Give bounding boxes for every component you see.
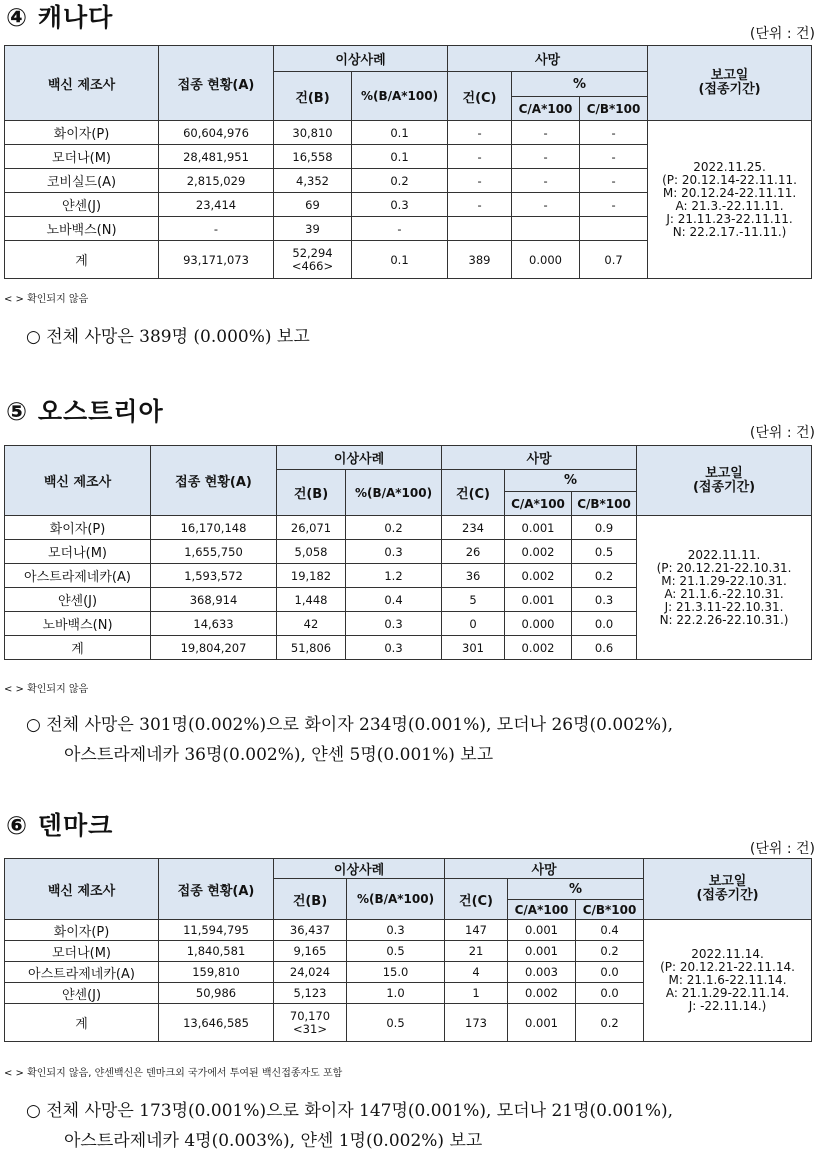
row-doses: 159,810 xyxy=(159,962,274,983)
header-adverse-events: 이상사례 xyxy=(274,46,448,72)
row-cb: - xyxy=(580,121,648,145)
total-deaths: 301 xyxy=(442,636,505,660)
row-maker: 얀센(J) xyxy=(5,983,159,1004)
total-ae-unconfirmed: <31> xyxy=(293,1021,327,1036)
row-cb: 0.4 xyxy=(576,920,644,941)
row-doses: 16,170,148 xyxy=(151,516,277,540)
total-label: 계 xyxy=(5,1004,159,1042)
header-death-pct: % xyxy=(508,879,644,900)
report-line: A: 21.1.29-22.11.14. xyxy=(665,986,790,1000)
row-ca: - xyxy=(512,145,580,169)
header-doses: 접종 현황(A) xyxy=(159,46,274,121)
section-title: ⑥ 덴마크 xyxy=(6,811,114,840)
row-deaths: 5 xyxy=(442,588,505,612)
report-line: A: 21.3.-22.11.11. xyxy=(675,198,784,213)
header-death-count: 건(C) xyxy=(445,879,508,920)
row-ae-pct: 0.2 xyxy=(352,169,448,193)
header-adverse-events: 이상사례 xyxy=(274,859,445,879)
row-ae: 4,352 xyxy=(274,169,352,193)
row-ca: 0.001 xyxy=(508,920,576,941)
row-maker: 모더나(M) xyxy=(5,540,151,564)
row-deaths: - xyxy=(448,145,512,169)
total-ca: 0.001 xyxy=(508,1004,576,1042)
report-line: N: 22.2.26-22.10.31.) xyxy=(659,612,789,627)
row-cb: 0.2 xyxy=(576,941,644,962)
row-deaths: 147 xyxy=(445,920,508,941)
row-cb: - xyxy=(580,169,648,193)
row-ca: 0.001 xyxy=(508,941,576,962)
header-doses: 접종 현황(A) xyxy=(151,446,277,516)
row-ae-pct: 1.2 xyxy=(346,564,442,588)
row-deaths: - xyxy=(448,193,512,217)
row-maker: 아스트라제네카(A) xyxy=(5,962,159,983)
header-death-pct: % xyxy=(512,72,648,97)
total-ae xyxy=(274,241,352,279)
row-doses: 1,840,581 xyxy=(159,941,274,962)
row-ca: - xyxy=(512,193,580,217)
row-maker: 화이자(P) xyxy=(5,121,159,145)
row-doses: 11,594,795 xyxy=(159,920,274,941)
row-doses: 50,986 xyxy=(159,983,274,1004)
section-denmark xyxy=(0,806,819,1173)
row-ae-pct: 0.3 xyxy=(346,612,442,636)
header-death-pct: % xyxy=(505,470,637,492)
row-maker: 모더나(M) xyxy=(5,145,159,169)
data-table xyxy=(4,445,812,660)
row-doses: 23,414 xyxy=(159,193,274,217)
section-austria xyxy=(0,392,819,792)
header-report-line1: 보고일 xyxy=(708,874,747,890)
header-cb: C/B*100 xyxy=(580,97,648,121)
header-deaths: 사망 xyxy=(448,46,648,72)
report-line: A: 21.1.6.-22.10.31. xyxy=(664,586,784,601)
total-label: 계 xyxy=(5,241,159,279)
report-line: (P: 20.12.14-22.11.11. xyxy=(662,172,797,187)
summary-text xyxy=(26,322,310,352)
summary-text xyxy=(26,1096,673,1156)
row-ca: - xyxy=(512,121,580,145)
unit-label: (단위 : 건) xyxy=(749,841,815,857)
header-report-date xyxy=(648,46,812,121)
row-deaths: 36 xyxy=(442,564,505,588)
row-ae: 42 xyxy=(277,612,346,636)
row-ae-pct: 1.0 xyxy=(347,983,445,1004)
row-cb: 0.3 xyxy=(572,588,637,612)
row-deaths: - xyxy=(448,121,512,145)
header-death-count: 건(C) xyxy=(442,470,505,516)
table-note: < > 확인되지 않음, 얀센백신은 덴마크외 국가에서 투여된 백신접종자도 포함 xyxy=(4,1068,343,1079)
row-doses: 28,481,951 xyxy=(159,145,274,169)
row-ae-pct: 0.3 xyxy=(352,193,448,217)
row-cb: 0.0 xyxy=(572,612,637,636)
total-doses: 13,646,585 xyxy=(159,1004,274,1042)
summary-line: ○ 전체 사망은 173명(0.001%)으로 화이자 147명(0.001%), 모더나 21명(0.001%), xyxy=(26,1101,674,1121)
row-ca: - xyxy=(512,169,580,193)
total-ae-pct: 0.1 xyxy=(352,241,448,279)
row-ca: 0.000 xyxy=(505,612,572,636)
row-cb: 0.2 xyxy=(572,564,637,588)
row-doses: 2,815,029 xyxy=(159,169,274,193)
report-line: N: 22.2.17.-11.11.) xyxy=(672,224,787,239)
row-maker: 얀센(J) xyxy=(5,588,151,612)
row-ae: 16,558 xyxy=(274,145,352,169)
row-ae-pct: 0.2 xyxy=(346,516,442,540)
row-ca xyxy=(512,217,580,241)
header-report-line2: (접종기간) xyxy=(692,479,756,495)
table-note: < > 확인되지 않음 xyxy=(4,684,89,695)
row-ae-pct: 0.1 xyxy=(352,145,448,169)
header-deaths: 사망 xyxy=(442,446,637,470)
row-ca: 0.001 xyxy=(505,588,572,612)
header-ca: C/A*100 xyxy=(508,900,576,920)
row-deaths: 21 xyxy=(445,941,508,962)
row-doses: 1,593,572 xyxy=(151,564,277,588)
row-ae: 26,071 xyxy=(277,516,346,540)
header-ae-count: 건(B) xyxy=(277,470,346,516)
row-maker: 노바백스(N) xyxy=(5,612,151,636)
row-ae: 5,123 xyxy=(274,983,347,1004)
total-ae-count: 52,294 xyxy=(292,246,333,261)
row-deaths: - xyxy=(448,169,512,193)
row-ae: 30,810 xyxy=(274,121,352,145)
header-ae-pct: %(B/A*100) xyxy=(347,879,445,920)
row-ae: 69 xyxy=(274,193,352,217)
header-maker: 백신 제조사 xyxy=(5,446,151,516)
header-maker: 백신 제조사 xyxy=(5,46,159,121)
row-ae-pct: 0.4 xyxy=(346,588,442,612)
header-cb: C/B*100 xyxy=(572,492,637,516)
row-ae: 39 xyxy=(274,217,352,241)
total-deaths: 173 xyxy=(445,1004,508,1042)
header-doses: 접종 현황(A) xyxy=(159,859,274,920)
header-cb: C/B*100 xyxy=(576,900,644,920)
row-ae: 19,182 xyxy=(277,564,346,588)
header-report-date xyxy=(644,859,812,920)
report-line: 2022.11.11. xyxy=(687,547,761,562)
row-ae: 24,024 xyxy=(274,962,347,983)
unit-label: (단위 : 건) xyxy=(749,26,815,42)
row-maker: 화이자(P) xyxy=(5,920,159,941)
report-line: J: 21.3.11-22.10.31. xyxy=(664,599,784,614)
row-cb: 0.9 xyxy=(572,516,637,540)
table-note: < > 확인되지 않음 xyxy=(4,294,89,305)
row-ae: 9,165 xyxy=(274,941,347,962)
total-cb: 0.6 xyxy=(572,636,637,660)
total-doses: 19,804,207 xyxy=(151,636,277,660)
row-ae: 1,448 xyxy=(277,588,346,612)
header-ae-count: 건(B) xyxy=(274,72,352,121)
total-cb: 0.2 xyxy=(576,1004,644,1042)
header-adverse-events: 이상사례 xyxy=(277,446,442,470)
total-ae xyxy=(274,1004,347,1042)
row-maker: 코비실드(A) xyxy=(5,169,159,193)
total-deaths: 389 xyxy=(448,241,512,279)
summary-line: ○ 전체 사망은 389명 (0.000%) 보고 xyxy=(26,327,310,347)
row-cb: - xyxy=(580,145,648,169)
summary-text xyxy=(26,710,673,770)
row-maker: 아스트라제네카(A) xyxy=(5,564,151,588)
report-cell xyxy=(648,121,812,279)
report-line: 2022.11.14. xyxy=(691,947,764,961)
summary-line: 아스트라제네카 4명(0.003%), 얀센 1명(0.002%) 보고 xyxy=(64,1131,483,1151)
row-deaths: 4 xyxy=(445,962,508,983)
report-line: M: 20.12.24-22.11.11. xyxy=(662,185,797,200)
row-deaths: 1 xyxy=(445,983,508,1004)
row-cb: 0.0 xyxy=(576,962,644,983)
total-cb: 0.7 xyxy=(580,241,648,279)
report-line: M: 21.1.29-22.10.31. xyxy=(661,573,787,588)
summary-line: ○ 전체 사망은 301명(0.002%)으로 화이자 234명(0.001%), 모더나 26명(0.002%), xyxy=(26,715,674,735)
total-ae-pct: 0.5 xyxy=(347,1004,445,1042)
report-line: (P: 20.12.21-22.11.14. xyxy=(660,960,795,974)
row-cb: 0.5 xyxy=(572,540,637,564)
row-cb xyxy=(580,217,648,241)
report-cell xyxy=(637,516,812,660)
report-line: M: 21.1.6-22.11.14. xyxy=(668,973,787,987)
header-ca: C/A*100 xyxy=(512,97,580,121)
row-doses: - xyxy=(159,217,274,241)
row-ca: 0.002 xyxy=(505,564,572,588)
row-cb: 0.0 xyxy=(576,983,644,1004)
total-ae-count: 70,170 xyxy=(289,1009,331,1024)
unit-label: (단위 : 건) xyxy=(749,425,815,441)
row-ca: 0.002 xyxy=(505,540,572,564)
section-canada xyxy=(0,0,819,360)
row-deaths xyxy=(448,217,512,241)
report-line: 2022.11.25. xyxy=(693,159,766,174)
total-ae-unconfirmed: <466> xyxy=(291,258,334,273)
header-ae-count: 건(B) xyxy=(274,879,347,920)
row-ae-pct: - xyxy=(352,217,448,241)
total-ae: 51,806 xyxy=(277,636,346,660)
total-doses: 93,171,073 xyxy=(159,241,274,279)
row-doses: 1,655,750 xyxy=(151,540,277,564)
header-report-line2: (접종기간) xyxy=(698,82,761,97)
header-report-date xyxy=(637,446,812,516)
total-ca: 0.000 xyxy=(512,241,580,279)
header-report-line2: (접종기간) xyxy=(696,888,759,903)
header-report-line1: 보고일 xyxy=(710,68,749,84)
row-cb: - xyxy=(580,193,648,217)
total-label: 계 xyxy=(5,636,151,660)
section-title: ⑤ 오스트리아 xyxy=(6,397,164,426)
report-cell xyxy=(644,920,812,1042)
row-ca: 0.002 xyxy=(508,983,576,1004)
header-ae-pct: %(B/A*100) xyxy=(346,470,442,516)
row-ae-pct: 0.5 xyxy=(347,941,445,962)
report-line: (P: 20.12.21-22.10.31. xyxy=(656,560,792,575)
header-ae-pct: %(B/A*100) xyxy=(352,72,448,121)
report-line: J: 21.11.23-22.11.11. xyxy=(666,211,793,226)
row-deaths: 0 xyxy=(442,612,505,636)
header-maker: 백신 제조사 xyxy=(5,859,159,920)
data-table xyxy=(4,45,812,279)
row-maker: 화이자(P) xyxy=(5,516,151,540)
row-ca: 0.001 xyxy=(505,516,572,540)
row-ae: 36,437 xyxy=(274,920,347,941)
row-doses: 60,604,976 xyxy=(159,121,274,145)
row-ae-pct: 0.3 xyxy=(346,540,442,564)
row-doses: 14,633 xyxy=(151,612,277,636)
row-doses: 368,914 xyxy=(151,588,277,612)
row-maker: 얀센(J) xyxy=(5,193,159,217)
total-ae-pct: 0.3 xyxy=(346,636,442,660)
row-ca: 0.003 xyxy=(508,962,576,983)
header-ca: C/A*100 xyxy=(505,492,572,516)
row-ae: 5,058 xyxy=(277,540,346,564)
row-ae-pct: 0.3 xyxy=(347,920,445,941)
header-report-line1: 보고일 xyxy=(705,465,743,481)
summary-line: 아스트라제네카 36명(0.002%), 얀센 5명(0.001%) 보고 xyxy=(64,745,494,765)
row-maker: 노바백스(N) xyxy=(5,217,159,241)
report-line: J: -22.11.14.) xyxy=(688,999,767,1013)
header-deaths: 사망 xyxy=(445,859,644,879)
row-ae-pct: 0.1 xyxy=(352,121,448,145)
row-maker: 모더나(M) xyxy=(5,941,159,962)
row-deaths: 234 xyxy=(442,516,505,540)
section-title: ④ 캐나다 xyxy=(6,3,114,32)
row-ae-pct: 15.0 xyxy=(347,962,445,983)
header-death-count: 건(C) xyxy=(448,72,512,121)
total-ca: 0.002 xyxy=(505,636,572,660)
row-deaths: 26 xyxy=(442,540,505,564)
data-table xyxy=(4,858,812,1042)
